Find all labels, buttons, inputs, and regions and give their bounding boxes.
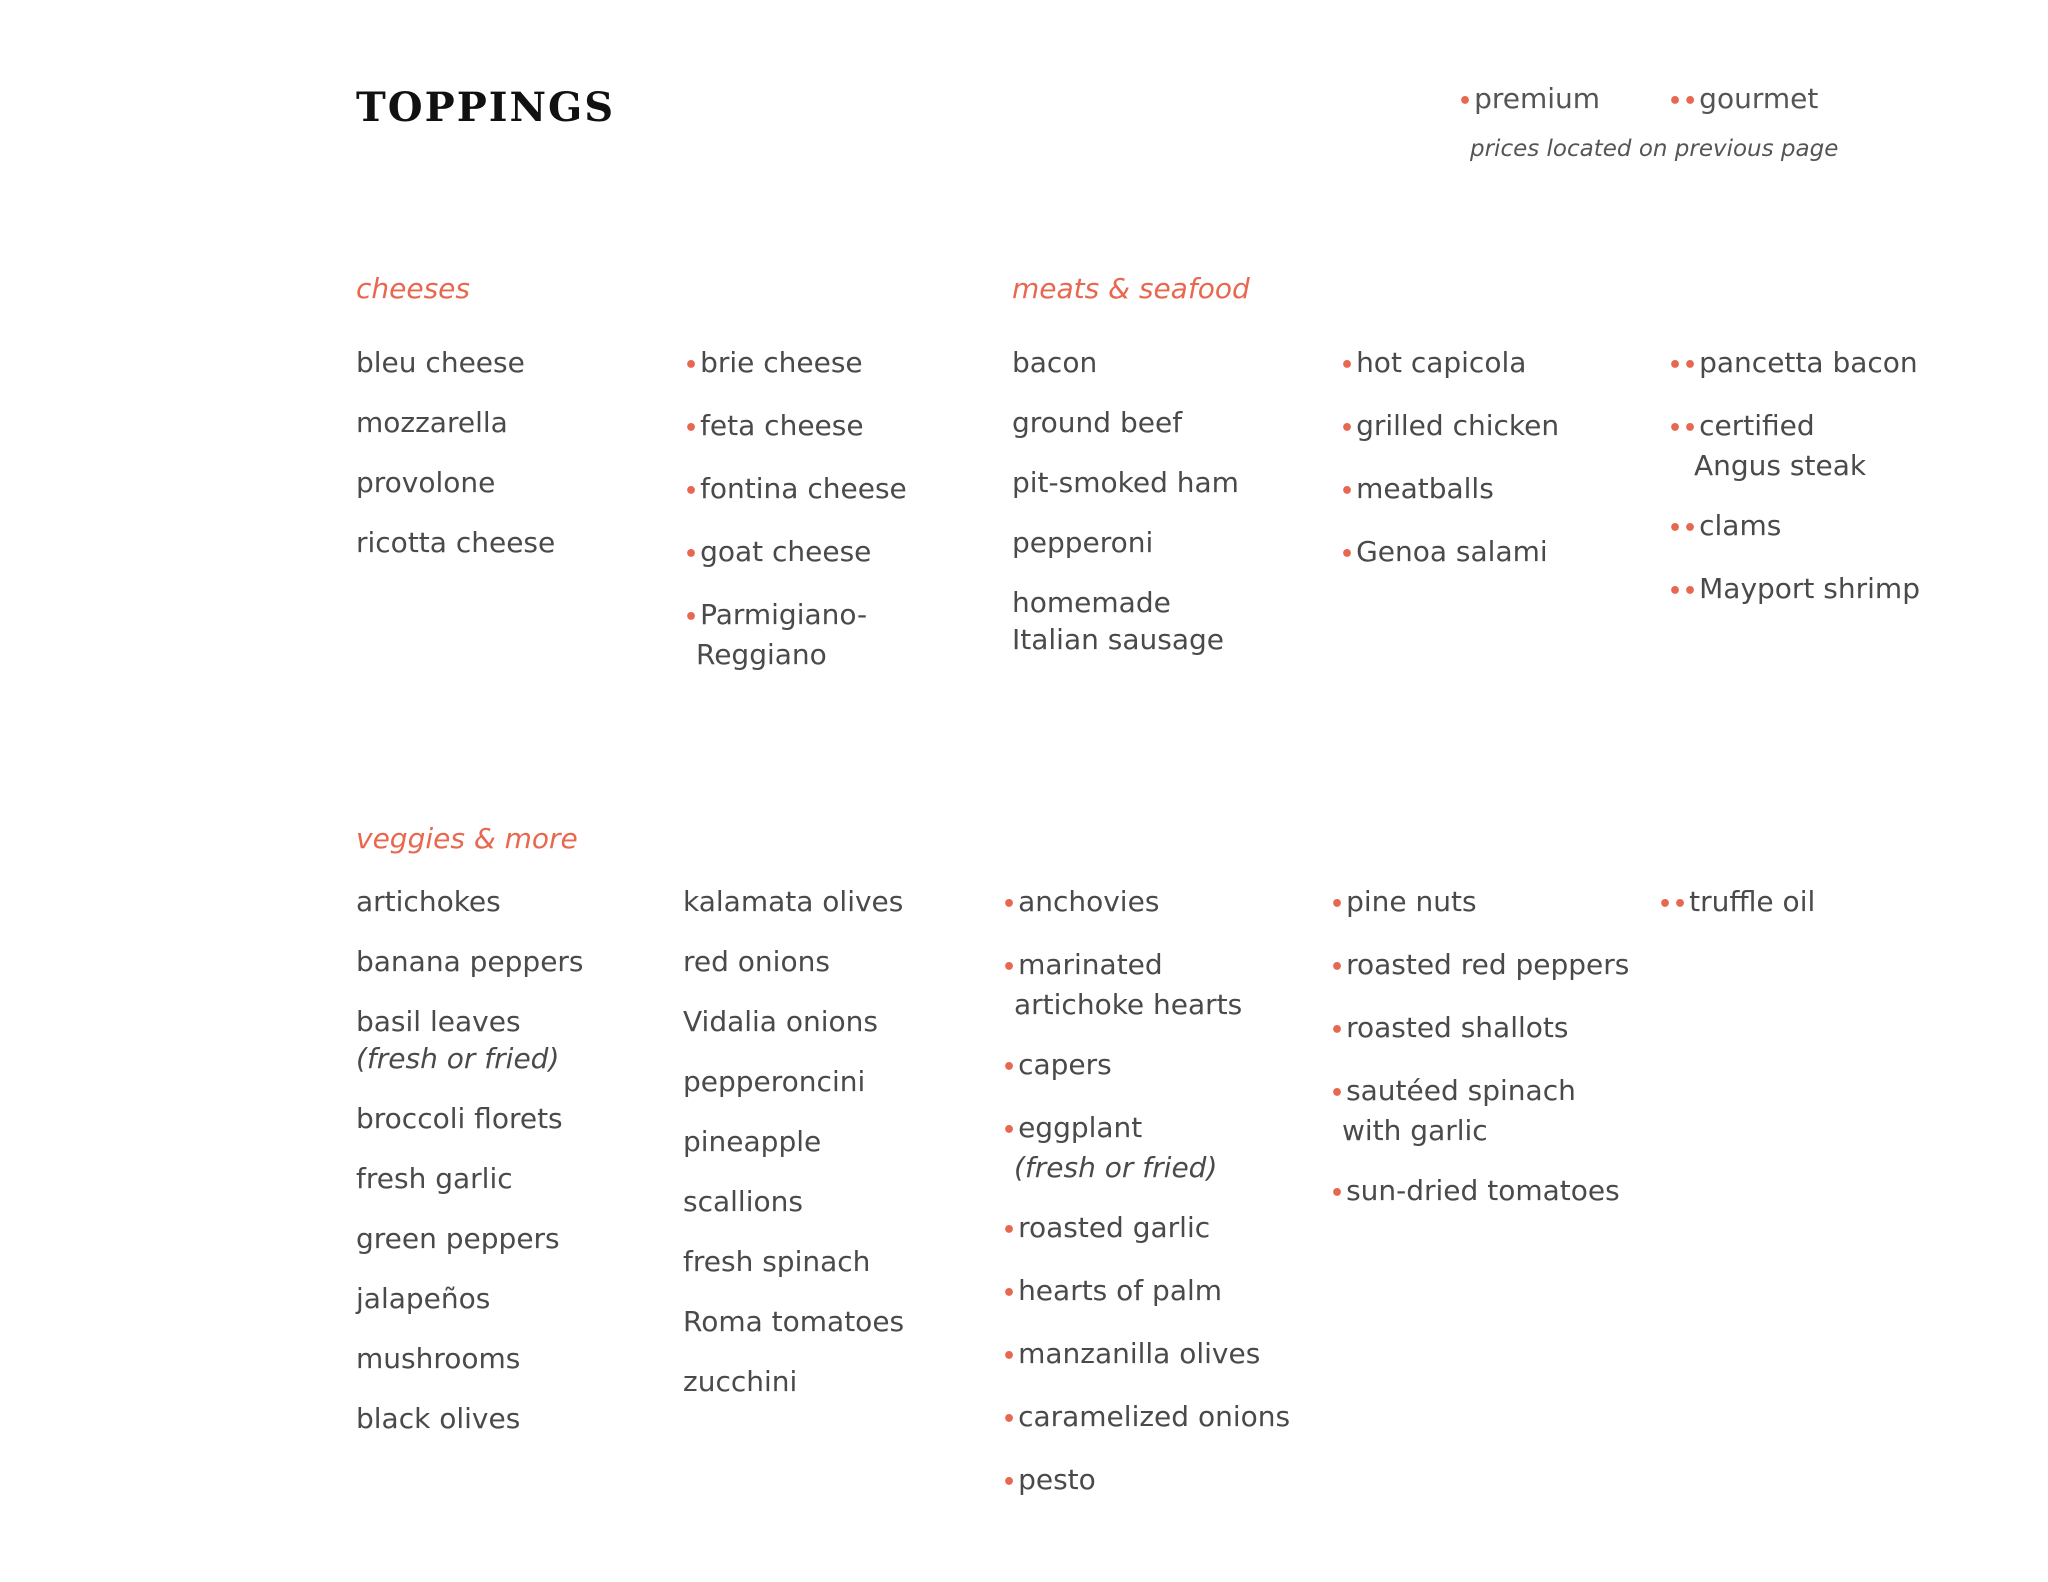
topping-item <box>1012 524 1239 561</box>
topping-item <box>1002 946 1290 1023</box>
topping-label: banana peppers <box>356 945 584 978</box>
cheeses-column-2 <box>684 344 907 696</box>
topping-label: goat cheese <box>700 535 872 568</box>
topping-label: Genoa salami <box>1356 535 1548 568</box>
topping-item <box>1330 1009 1629 1049</box>
topping-label: pancetta bacon <box>1699 346 1918 379</box>
topping-item <box>1012 404 1239 441</box>
topping-label-continued: with garlic <box>1342 1114 1488 1147</box>
premium-marker: • <box>1340 542 1356 567</box>
veggies-column-4 <box>1330 883 1629 1235</box>
topping-item <box>683 883 904 920</box>
topping-label: red onions <box>683 945 830 978</box>
premium-marker: • <box>1330 955 1346 980</box>
topping-item <box>683 1243 904 1280</box>
topping-label-continued: artichoke hearts <box>1014 988 1243 1021</box>
topping-item <box>1668 570 1920 610</box>
topping-item <box>684 596 907 673</box>
gourmet-label: gourmet <box>1699 82 1819 115</box>
premium-marker: • <box>1330 1018 1346 1043</box>
veggies-column-3 <box>1002 883 1290 1524</box>
topping-label: meatballs <box>1356 472 1494 505</box>
premium-marker: • <box>1330 892 1346 917</box>
topping-label-continued: Italian sausage <box>1012 623 1224 656</box>
gourmet-marker: •• <box>1668 89 1699 114</box>
topping-label: broccoli florets <box>356 1102 563 1135</box>
gourmet-marker: •• <box>1668 579 1699 604</box>
topping-label: provolone <box>356 466 496 499</box>
premium-marker: • <box>1002 892 1018 917</box>
topping-item <box>683 1303 904 1340</box>
premium-marker: • <box>1002 1218 1018 1243</box>
topping-label: pineapple <box>683 1125 822 1158</box>
topping-label: zucchini <box>683 1365 798 1398</box>
page-title: TOPPINGS <box>356 84 616 131</box>
topping-label-continued: Angus steak <box>1694 449 1867 482</box>
topping-label: Vidalia onions <box>683 1005 878 1038</box>
topping-item <box>356 1400 584 1437</box>
topping-item <box>1012 464 1239 501</box>
topping-label: pepperoncini <box>683 1065 866 1098</box>
topping-item <box>1330 883 1629 923</box>
gourmet-marker: •• <box>1668 416 1699 441</box>
topping-item <box>356 1100 584 1137</box>
topping-label: sautéed spinach <box>1346 1074 1576 1107</box>
topping-label: anchovies <box>1018 885 1160 918</box>
premium-marker: • <box>1002 1407 1018 1432</box>
topping-item <box>356 344 555 381</box>
topping-label: jalapeños <box>356 1282 491 1315</box>
topping-label: black olives <box>356 1402 521 1435</box>
meats-column-3 <box>1668 344 1920 633</box>
topping-item <box>1340 344 1559 384</box>
topping-item <box>684 407 907 447</box>
premium-marker: • <box>684 353 700 378</box>
topping-item <box>1668 407 1920 484</box>
meats-column-2 <box>1340 344 1559 596</box>
topping-label: Parmigiano- <box>700 598 868 631</box>
topping-item <box>1002 883 1290 923</box>
price-note: prices located on previous page <box>1470 136 1839 162</box>
gourmet-marker: •• <box>1668 353 1699 378</box>
topping-label: hot capicola <box>1356 346 1527 379</box>
topping-item <box>356 1340 584 1377</box>
veggies-column-5 <box>1658 883 1815 946</box>
topping-label: marinated <box>1018 948 1163 981</box>
premium-marker: • <box>1340 353 1356 378</box>
topping-item <box>1668 507 1920 547</box>
topping-item <box>356 1003 584 1077</box>
topping-item <box>683 1363 904 1400</box>
topping-item <box>684 344 907 384</box>
topping-item <box>1330 1172 1629 1212</box>
topping-item <box>684 533 907 573</box>
premium-marker: • <box>1002 1281 1018 1306</box>
topping-label: roasted garlic <box>1018 1211 1211 1244</box>
topping-label: homemade <box>1012 586 1171 619</box>
topping-label: fontina cheese <box>700 472 907 505</box>
topping-label: bacon <box>1012 346 1098 379</box>
topping-item <box>1002 1209 1290 1249</box>
section-heading-veggies-more: veggies & more <box>356 822 578 855</box>
section-heading-meats-seafood: meats & seafood <box>1012 272 1250 305</box>
topping-label: ricotta cheese <box>356 526 556 559</box>
topping-label: fresh garlic <box>356 1162 513 1195</box>
topping-item <box>683 1003 904 1040</box>
premium-marker: • <box>1002 1344 1018 1369</box>
topping-item <box>683 1123 904 1160</box>
topping-item <box>1668 344 1920 384</box>
topping-label: fresh spinach <box>683 1245 871 1278</box>
topping-label: ground beef <box>1012 406 1183 439</box>
premium-marker: • <box>684 479 700 504</box>
topping-label: Mayport shrimp <box>1699 572 1920 605</box>
topping-label: pit-smoked ham <box>1012 466 1239 499</box>
topping-item <box>683 943 904 980</box>
veggies-column-1 <box>356 883 584 1460</box>
topping-label: feta cheese <box>700 409 864 442</box>
topping-item <box>356 1220 584 1257</box>
topping-item <box>683 1063 904 1100</box>
premium-marker: • <box>684 605 700 630</box>
topping-label: capers <box>1018 1048 1112 1081</box>
topping-label: grilled chicken <box>1356 409 1560 442</box>
topping-label: roasted red peppers <box>1346 948 1630 981</box>
topping-label: truffle oil <box>1689 885 1816 918</box>
topping-item <box>684 470 907 510</box>
topping-item <box>1340 407 1559 447</box>
meats-column-1 <box>1012 344 1239 681</box>
veggies-column-2 <box>683 883 904 1423</box>
topping-label: basil leaves <box>356 1005 521 1038</box>
topping-item <box>1340 533 1559 573</box>
topping-label: pesto <box>1018 1463 1096 1496</box>
premium-marker: • <box>1340 479 1356 504</box>
premium-marker: • <box>1002 1470 1018 1495</box>
topping-label: pepperoni <box>1012 526 1154 559</box>
topping-item <box>1002 1272 1290 1312</box>
topping-item <box>1002 1335 1290 1375</box>
premium-marker: • <box>1330 1081 1346 1106</box>
topping-label-continued: (fresh or fried) <box>1014 1151 1218 1184</box>
topping-label: green peppers <box>356 1222 560 1255</box>
topping-item <box>1330 946 1629 986</box>
premium-marker: • <box>1002 955 1018 980</box>
topping-label: bleu cheese <box>356 346 525 379</box>
topping-label: manzanilla olives <box>1018 1337 1261 1370</box>
topping-label-continued: (fresh or fried) <box>356 1042 560 1075</box>
topping-label: artichokes <box>356 885 501 918</box>
topping-label: sun-dried tomatoes <box>1346 1174 1620 1207</box>
cheeses-column-1 <box>356 344 555 584</box>
topping-item <box>1340 470 1559 510</box>
topping-label: caramelized onions <box>1018 1400 1291 1433</box>
topping-item <box>356 943 584 980</box>
topping-item <box>1002 1046 1290 1086</box>
topping-item <box>356 883 584 920</box>
section-heading-cheeses: cheeses <box>356 272 470 305</box>
topping-item <box>1002 1398 1290 1438</box>
topping-item <box>356 524 555 561</box>
topping-item <box>1002 1461 1290 1501</box>
premium-marker: • <box>1330 1181 1346 1206</box>
topping-item <box>356 404 555 441</box>
topping-label: Roma tomatoes <box>683 1305 905 1338</box>
topping-label: roasted shallots <box>1346 1011 1569 1044</box>
topping-label: hearts of palm <box>1018 1274 1223 1307</box>
topping-item <box>1012 344 1239 381</box>
topping-item <box>356 1160 584 1197</box>
premium-label: premium <box>1474 82 1601 115</box>
topping-label: mushrooms <box>356 1342 521 1375</box>
premium-marker: • <box>684 416 700 441</box>
topping-label: brie cheese <box>700 346 863 379</box>
topping-label: clams <box>1699 509 1782 542</box>
topping-item <box>1012 584 1239 658</box>
topping-item <box>356 1280 584 1317</box>
legend-gourmet <box>1668 82 1818 115</box>
topping-label: eggplant <box>1018 1111 1143 1144</box>
topping-item <box>683 1183 904 1220</box>
premium-marker: • <box>1002 1118 1018 1143</box>
gourmet-marker: •• <box>1658 892 1689 917</box>
price-legend <box>1458 82 1818 115</box>
topping-label: kalamata olives <box>683 885 904 918</box>
premium-marker: • <box>684 542 700 567</box>
legend-premium <box>1458 82 1600 115</box>
topping-label-continued: Reggiano <box>696 638 827 671</box>
premium-marker: • <box>1458 89 1474 114</box>
topping-label: scallions <box>683 1185 803 1218</box>
topping-label: pine nuts <box>1346 885 1477 918</box>
topping-item <box>1658 883 1815 923</box>
topping-label: mozzarella <box>356 406 508 439</box>
gourmet-marker: •• <box>1668 516 1699 541</box>
premium-marker: • <box>1340 416 1356 441</box>
premium-marker: • <box>1002 1055 1018 1080</box>
topping-label: certified <box>1699 409 1815 442</box>
topping-item <box>356 464 555 501</box>
topping-item <box>1330 1072 1629 1149</box>
topping-item <box>1002 1109 1290 1186</box>
